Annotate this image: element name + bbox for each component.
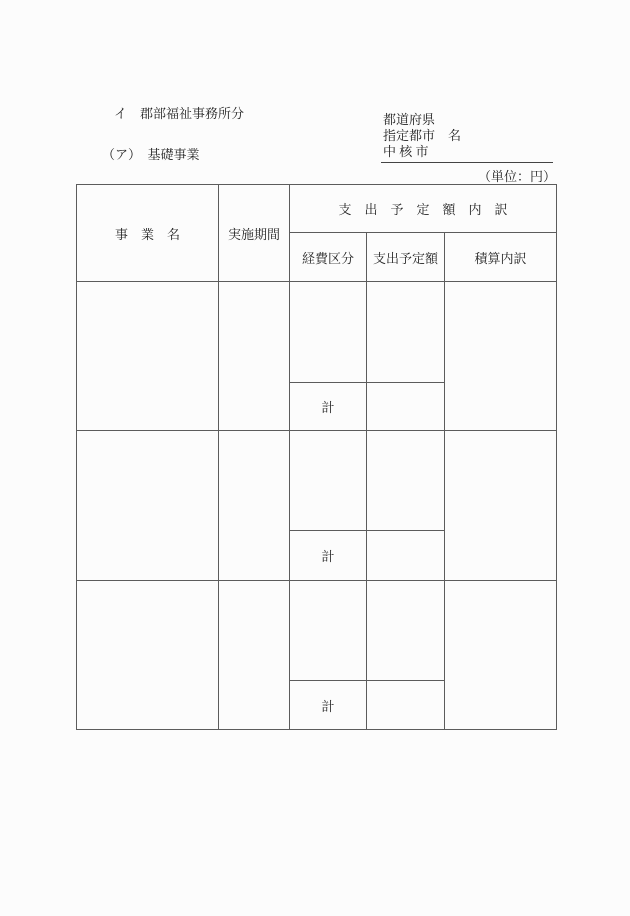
designation-core-city: 中 核 市 (383, 144, 429, 159)
unit-label: （単位：円） (477, 169, 556, 184)
expense-category-cell (290, 581, 367, 681)
table-row (77, 282, 557, 383)
period-cell (219, 282, 290, 431)
planned-amount-cell (367, 282, 445, 383)
col-header-breakdown-group: 支 出 予 定 額 内 訳 (290, 185, 557, 233)
col-header-business-name: 事 業 名 (77, 185, 219, 282)
col-header-expense-category: 経費区分 (290, 233, 367, 282)
total-label-cell: 計 (290, 531, 367, 581)
planned-amount-cell (367, 431, 445, 531)
table-row (77, 431, 557, 531)
business-name-cell (77, 431, 219, 581)
expenditure-plan-table (76, 184, 557, 730)
expense-category-cell (290, 282, 367, 383)
designation-prefecture: 都道府県 (383, 112, 436, 127)
total-amount-cell (367, 383, 445, 431)
period-cell (219, 581, 290, 730)
col-header-period: 実施期間 (219, 185, 290, 282)
total-amount-cell (367, 531, 445, 581)
total-amount-cell (367, 681, 445, 730)
designation-designated-city: 指定都市 名 (383, 128, 462, 143)
period-cell (219, 431, 290, 581)
estimate-breakdown-cell (445, 282, 557, 431)
estimate-breakdown-cell (445, 581, 557, 730)
subsection-label: （ア） 基礎事業 (102, 147, 200, 162)
section-label: イ 郡部福祉事務所分 (114, 106, 245, 121)
planned-amount-cell (367, 581, 445, 681)
total-label-cell: 計 (290, 681, 367, 730)
col-header-estimate-breakdown: 積算内訳 (445, 233, 557, 282)
total-label-cell: 計 (290, 383, 367, 431)
business-name-cell (77, 282, 219, 431)
estimate-breakdown-cell (445, 431, 557, 581)
business-name-cell (77, 581, 219, 730)
expense-category-cell (290, 431, 367, 531)
col-header-planned-amount: 支出予定額 (367, 233, 445, 282)
table-row (77, 581, 557, 681)
designation-block (381, 112, 553, 163)
